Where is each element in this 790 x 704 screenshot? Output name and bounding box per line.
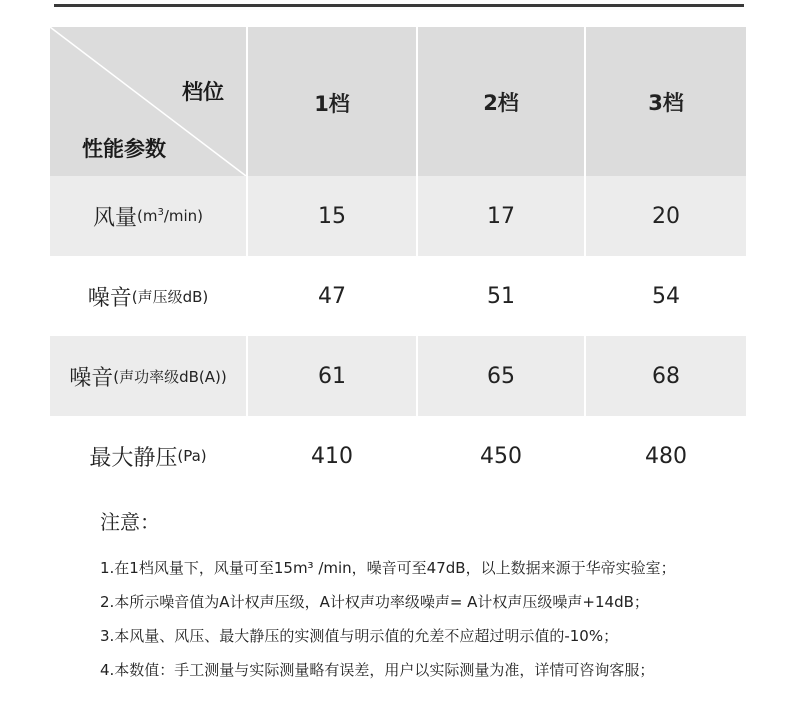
table-cell: 65 bbox=[416, 336, 584, 416]
column-header-gear-3: 3档 bbox=[584, 27, 746, 176]
table-cell: 47 bbox=[246, 256, 416, 336]
unit-suffix: /min) bbox=[163, 207, 204, 225]
table-cell: 54 bbox=[584, 256, 746, 336]
row-label-unit: (声压级dB) bbox=[131, 287, 209, 306]
table-header-row bbox=[50, 27, 746, 176]
table-cell: 68 bbox=[584, 336, 746, 416]
column-header-gear-1: 1档 bbox=[246, 27, 416, 176]
row-label-main: 风量 bbox=[92, 205, 137, 231]
table-cell: 20 bbox=[584, 176, 746, 256]
row-label-noise-pressure bbox=[50, 256, 246, 336]
table-cell: 51 bbox=[416, 256, 584, 336]
table-cell: 17 bbox=[416, 176, 584, 256]
row-label-noise-power bbox=[50, 336, 246, 416]
note-line-4: 4.本数值：手工测量与实际测量略有误差，用户以实际测量为准，详情可咨询客服； bbox=[100, 661, 655, 679]
row-label-airflow bbox=[50, 176, 246, 256]
row-label-unit bbox=[137, 207, 203, 225]
note-line-3: 3.本风量、风压、最大静压的实测值与明示值的允差不应超过明示值的-10%； bbox=[100, 627, 619, 645]
row-label-unit: (声功率级dB(A)) bbox=[113, 367, 227, 386]
table-cell: 450 bbox=[416, 416, 584, 496]
row-label-main: 最大静压 bbox=[89, 445, 178, 471]
column-header-gear-2: 2档 bbox=[416, 27, 584, 176]
table-row-max-static-pressure bbox=[50, 416, 746, 496]
unit-superscript: 3 bbox=[157, 207, 164, 218]
row-label-main: 噪音 bbox=[69, 365, 114, 391]
notes-section bbox=[100, 506, 760, 687]
row-label-max-static-pressure bbox=[50, 416, 246, 496]
row-label-unit: (Pa) bbox=[177, 447, 207, 465]
table-cell: 410 bbox=[246, 416, 416, 496]
notes-title: 注意： bbox=[100, 510, 160, 534]
table-row-noise-power bbox=[50, 336, 746, 416]
corner-header-cell bbox=[50, 27, 246, 176]
top-divider bbox=[54, 4, 744, 7]
corner-top-label: 档位 bbox=[182, 80, 224, 104]
unit-prefix: (m bbox=[136, 207, 158, 225]
note-line-2: 2.本所示噪音值为A计权声压级，A计权声功率级噪声= A计权声压级噪声+14dB； bbox=[100, 593, 649, 611]
table-row-airflow bbox=[50, 176, 746, 256]
spec-table bbox=[50, 27, 746, 496]
corner-bottom-label: 性能参数 bbox=[82, 137, 166, 161]
table-cell: 61 bbox=[246, 336, 416, 416]
row-label-main: 噪音 bbox=[87, 285, 132, 311]
table-cell: 480 bbox=[584, 416, 746, 496]
table-row-noise-pressure bbox=[50, 256, 746, 336]
note-line-1: 1.在1档风量下，风量可至15m³ /min，噪音可至47dB，以上数据来源于华帝实验室； bbox=[100, 559, 676, 577]
table-cell: 15 bbox=[246, 176, 416, 256]
